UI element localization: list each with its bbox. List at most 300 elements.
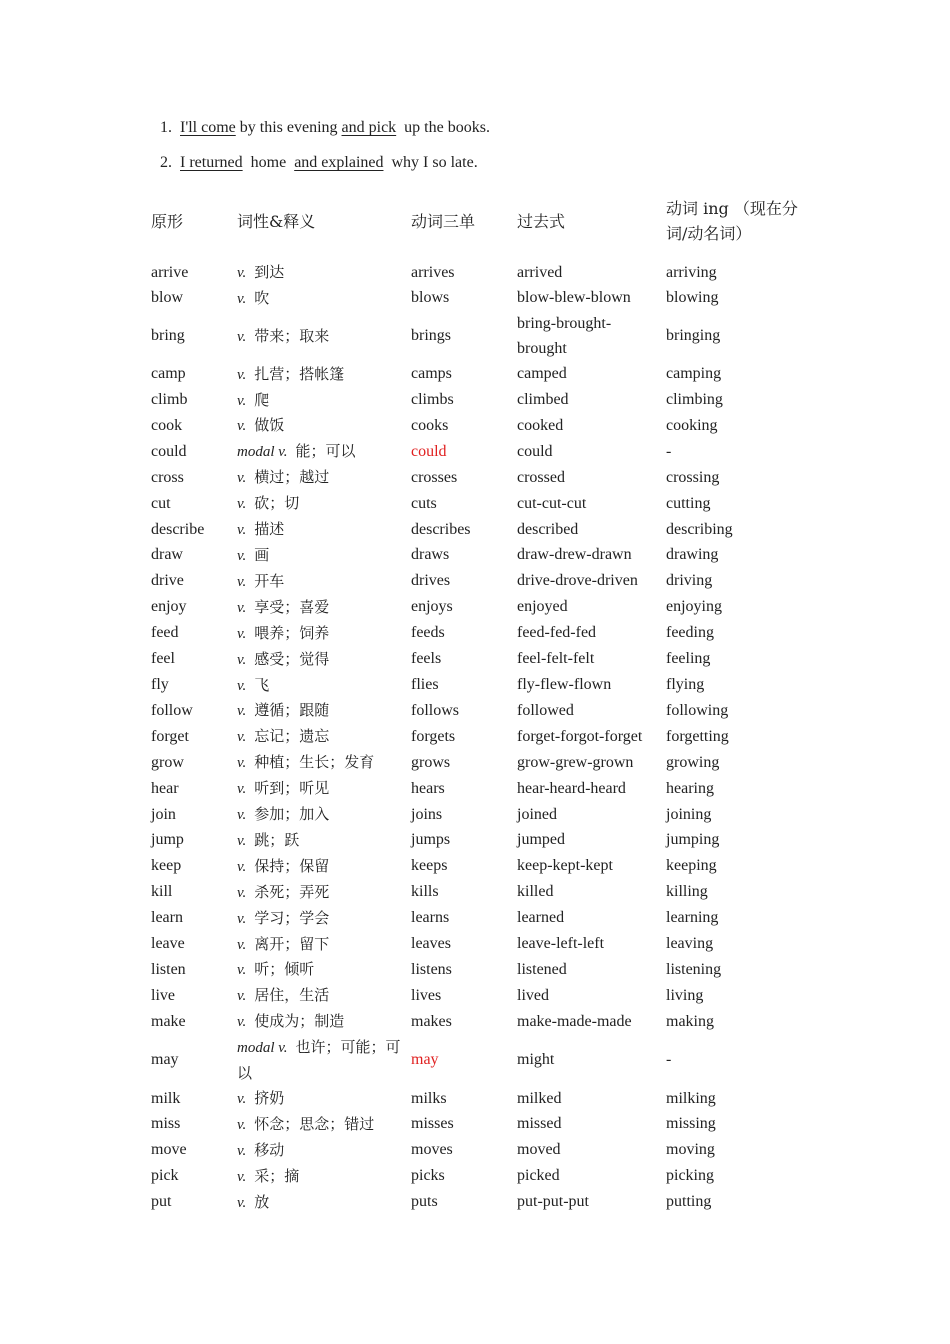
cell-meaning: [232, 1009, 406, 1035]
cell-base: could: [151, 442, 187, 460]
meaning-text: 跳；跃: [254, 830, 300, 849]
cell-ing: joining: [666, 805, 712, 823]
cell-past: put-put-put: [517, 1193, 589, 1211]
part-of-speech: v.: [237, 418, 247, 435]
cell-third-person: leaves: [411, 935, 451, 953]
part-of-speech: v.: [237, 496, 247, 513]
table-row: [146, 802, 811, 828]
cell-ing: putting: [666, 1193, 712, 1211]
cell-ing: living: [666, 986, 704, 1004]
cell-past: missed: [517, 1115, 562, 1133]
cell-third-person: enjoys: [411, 598, 453, 616]
example-sentences: [160, 116, 860, 186]
cell-meaning: [232, 750, 406, 776]
sentence-text: why I so late.: [383, 154, 478, 171]
meaning-text: 到达: [254, 263, 285, 281]
cell-past: learned: [517, 909, 565, 927]
table-row: [146, 698, 811, 724]
table-row: [146, 1086, 811, 1112]
part-of-speech: v.: [237, 781, 247, 798]
cell-third-person: listens: [411, 960, 452, 978]
cell-past: picked: [517, 1167, 560, 1185]
meaning-text: 横过；越过: [254, 468, 330, 487]
meaning-text: 吹: [254, 288, 270, 307]
sentence-text: home: [242, 154, 295, 171]
cell-past: forget-forgot-forget: [517, 727, 643, 745]
cell-ing: arriving: [666, 263, 717, 281]
cell-third-person: forgets: [411, 727, 456, 745]
cell-ing: killing: [666, 883, 708, 901]
table-row: [146, 828, 811, 854]
table-row: [146, 413, 811, 439]
cell-base: climb: [151, 391, 188, 409]
part-of-speech: v.: [237, 265, 247, 281]
cell-meaning: [232, 439, 406, 465]
cell-past: killed: [517, 883, 554, 901]
cell-ing: cutting: [666, 494, 711, 512]
cell-meaning: [232, 1035, 406, 1086]
cell-third-person: feels: [411, 650, 442, 668]
table-row: [146, 260, 811, 286]
cell-base: miss: [151, 1115, 181, 1133]
part-of-speech: v.: [237, 328, 247, 345]
cell-base: pick: [151, 1167, 179, 1185]
cell-meaning: [232, 828, 406, 854]
cell-past: blow-blew-blown: [517, 289, 631, 307]
cell-base: feed: [151, 624, 179, 642]
part-of-speech: v.: [237, 599, 247, 616]
meaning-text: 居住，生活: [254, 986, 330, 1005]
table-row: [146, 724, 811, 750]
cell-ing: moving: [666, 1141, 715, 1159]
cell-ing: drawing: [666, 546, 719, 564]
cell-ing: hearing: [666, 779, 714, 797]
cell-past: drive-drove-driven: [517, 572, 638, 590]
cell-ing: following: [666, 701, 729, 719]
cell-third-person: makes: [411, 1012, 452, 1030]
meaning-text: 遵循；跟随: [254, 701, 330, 720]
header-past: 过去式: [517, 211, 566, 231]
table-row: [146, 1138, 811, 1164]
table-row: [146, 776, 811, 802]
meaning-text: 扎营；搭帐篷: [254, 364, 345, 383]
cell-third-person: feeds: [411, 624, 445, 642]
sentence-number: 2.: [160, 154, 172, 171]
meaning-text: 杀死；弄死: [254, 882, 330, 901]
cell-ing: bringing: [666, 327, 721, 345]
table-row: [146, 388, 811, 414]
cell-past: camped: [517, 365, 567, 383]
cell-third-person: camps: [411, 365, 452, 383]
cell-ing: learning: [666, 909, 719, 927]
cell-past: feel-felt-felt: [517, 650, 595, 668]
cell-third-person: learns: [411, 909, 450, 927]
cell-meaning: [232, 595, 406, 621]
cell-meaning: [232, 957, 406, 983]
cell-base: camp: [151, 365, 186, 383]
part-of-speech: v.: [237, 625, 247, 642]
underlined-phrase: and explained: [294, 154, 384, 171]
cell-base: fly: [151, 676, 169, 693]
part-of-speech: modal v.: [237, 1040, 288, 1057]
cell-meaning: [232, 312, 406, 362]
cell-ing: -: [666, 1051, 672, 1069]
table-row: [146, 1035, 811, 1086]
cell-past: moved: [517, 1141, 561, 1159]
cell-past: fly-flew-flown: [517, 676, 612, 693]
table-row: [146, 647, 811, 673]
cell-meaning: [232, 802, 406, 828]
table-row: [146, 362, 811, 388]
cell-meaning: [232, 491, 406, 517]
table-row: [146, 1190, 811, 1216]
cell-ing: flying: [666, 676, 705, 693]
meaning-text: 种植；生长；发育: [254, 753, 375, 772]
cell-ing: making: [666, 1012, 714, 1030]
cell-ing: jumping: [666, 831, 720, 849]
cell-past: listened: [517, 960, 567, 978]
table-row: [146, 543, 811, 569]
cell-third-person: lives: [411, 986, 442, 1004]
cell-third-person: grows: [411, 753, 451, 771]
cell-meaning: [232, 1112, 406, 1138]
cell-base: describe: [151, 520, 205, 538]
cell-base: cross: [151, 468, 184, 486]
meaning-text: 也许；可能；可以: [237, 1038, 401, 1083]
cell-base: bring: [151, 327, 185, 345]
table-row: [146, 569, 811, 595]
cell-meaning: [232, 906, 406, 932]
cell-base: make: [151, 1012, 186, 1030]
meaning-text: 移动: [254, 1140, 285, 1159]
table-row: [146, 517, 811, 543]
cell-ing: forgetting: [666, 727, 729, 745]
cell-ing: feeding: [666, 624, 714, 642]
cell-ing: missing: [666, 1115, 716, 1133]
part-of-speech: v.: [237, 832, 247, 849]
cell-past: crossed: [517, 468, 565, 486]
cell-meaning: [232, 543, 406, 569]
meaning-text: 享受；喜爱: [254, 597, 330, 616]
cell-base: live: [151, 986, 175, 1004]
cell-third-person: kills: [411, 883, 439, 901]
underlined-phrase: and pick: [341, 119, 397, 136]
cell-base: put: [151, 1193, 172, 1211]
cell-meaning: [232, 776, 406, 802]
table-row: [146, 621, 811, 647]
cell-base: arrive: [151, 263, 189, 281]
cell-third-person: jumps: [411, 831, 451, 849]
table-row: [146, 750, 811, 776]
cell-meaning: [232, 465, 406, 491]
sentence-text: by this evening: [235, 119, 342, 136]
cell-meaning: [232, 724, 406, 750]
table-header-row: [146, 184, 811, 260]
meaning-text: 砍；切: [254, 494, 300, 513]
table-row: [146, 439, 811, 465]
part-of-speech: v.: [237, 807, 247, 824]
cell-base: jump: [151, 831, 184, 849]
meaning-text: 学习；学会: [254, 908, 330, 927]
part-of-speech: v.: [237, 366, 247, 383]
cell-meaning: [232, 983, 406, 1009]
table-row: [146, 312, 811, 362]
cell-third-person: milks: [411, 1089, 447, 1107]
part-of-speech: v.: [237, 884, 247, 901]
part-of-speech: v.: [237, 651, 247, 668]
cell-base: grow: [151, 753, 184, 771]
cell-ing: keeping: [666, 857, 717, 875]
cell-ing: driving: [666, 572, 713, 590]
cell-past: followed: [517, 701, 574, 719]
table-row: [146, 1164, 811, 1190]
cell-past: jumped: [517, 831, 565, 849]
cell-past: joined: [517, 805, 557, 823]
part-of-speech: modal v.: [237, 444, 288, 461]
cell-ing: blowing: [666, 289, 719, 307]
cell-meaning: [232, 621, 406, 647]
meaning-text: 开车: [254, 571, 285, 590]
table-row: [146, 880, 811, 906]
table-row: [146, 1009, 811, 1035]
cell-third-person: moves: [411, 1141, 453, 1159]
cell-third-person: misses: [411, 1115, 454, 1133]
part-of-speech: v.: [237, 1142, 247, 1159]
cell-base: enjoy: [151, 598, 187, 616]
cell-base: move: [151, 1141, 187, 1159]
meaning-text: 爬: [254, 390, 270, 409]
cell-meaning: [232, 698, 406, 724]
header-third-person: 动词三单: [411, 211, 476, 231]
table-row: [146, 595, 811, 621]
part-of-speech: v.: [237, 1168, 247, 1185]
meaning-text: 听到；听见: [254, 779, 330, 798]
cell-base: may: [151, 1051, 179, 1069]
cell-base: forget: [151, 727, 189, 745]
part-of-speech: v.: [237, 573, 247, 590]
meaning-text: 带来；取来: [254, 326, 330, 345]
part-of-speech: v.: [237, 677, 247, 694]
part-of-speech: v.: [237, 290, 247, 307]
cell-past: keep-kept-kept: [517, 857, 613, 875]
cell-past: might: [517, 1051, 555, 1069]
cell-past: draw-drew-drawn: [517, 546, 632, 564]
cell-meaning: [232, 1164, 406, 1190]
cell-base: cut: [151, 494, 171, 512]
meaning-text: 怀念；思念；错过: [254, 1114, 375, 1133]
meaning-text: 忘记；遗忘: [254, 727, 330, 746]
meaning-text: 感受；觉得: [254, 649, 330, 668]
cell-ing: picking: [666, 1167, 714, 1185]
cell-meaning: [232, 569, 406, 595]
cell-past: cut-cut-cut: [517, 494, 587, 512]
cell-meaning: [232, 286, 406, 312]
table-row: [146, 854, 811, 880]
cell-past: arrived: [517, 263, 563, 281]
cell-third-person: brings: [411, 327, 451, 345]
table-row: [146, 491, 811, 517]
table-row: [146, 465, 811, 491]
cell-third-person: blows: [411, 289, 450, 307]
part-of-speech: v.: [237, 729, 247, 746]
cell-third-person: keeps: [411, 857, 448, 875]
part-of-speech: v.: [237, 988, 247, 1005]
cell-ing: leaving: [666, 935, 714, 953]
table-row: [146, 932, 811, 958]
part-of-speech: v.: [237, 858, 247, 875]
cell-meaning: [232, 1138, 406, 1164]
meaning-text: 画: [254, 545, 270, 564]
cell-meaning: [232, 1190, 406, 1216]
cell-past: lived: [517, 986, 549, 1004]
cell-past: feed-fed-fed: [517, 624, 597, 642]
cell-ing: cooking: [666, 416, 718, 434]
cell-meaning: [232, 413, 406, 439]
meaning-text: 使成为；制造: [254, 1012, 345, 1031]
header-base: 原形: [151, 211, 184, 231]
table-row: [146, 1112, 811, 1138]
sentence-number: 1.: [160, 119, 172, 136]
underlined-phrase: I'll come: [180, 119, 236, 136]
cell-meaning: [232, 517, 406, 543]
cell-meaning: [232, 647, 406, 673]
meaning-text: 听；倾听: [254, 960, 315, 979]
cell-ing: climbing: [666, 391, 723, 409]
part-of-speech: v.: [237, 522, 247, 539]
cell-ing: milking: [666, 1089, 716, 1107]
meaning-text: 保持；保留: [254, 856, 330, 875]
table-row: [146, 957, 811, 983]
part-of-speech: v.: [237, 962, 247, 979]
part-of-speech: v.: [237, 1194, 247, 1211]
part-of-speech: v.: [237, 1014, 247, 1031]
cell-meaning: [232, 880, 406, 906]
cell-ing: -: [666, 442, 672, 460]
cell-past: cooked: [517, 416, 564, 434]
cell-past: make-made-made: [517, 1012, 632, 1030]
meaning-text: 做饭: [254, 416, 285, 435]
cell-base: keep: [151, 857, 182, 875]
cell-past: climbed: [517, 391, 569, 409]
cell-ing: camping: [666, 365, 722, 383]
cell-past: grow-grew-grown: [517, 753, 634, 771]
cell-base: listen: [151, 960, 186, 978]
cell-base: blow: [151, 289, 183, 307]
cell-third-person: cuts: [411, 494, 437, 512]
cell-third-person: joins: [411, 805, 443, 823]
table-row: [146, 983, 811, 1009]
cell-third-person: arrives: [411, 263, 455, 281]
cell-third-person: picks: [411, 1167, 445, 1185]
part-of-speech: v.: [237, 936, 247, 953]
meaning-text: 参加；加入: [254, 805, 330, 824]
cell-past: hear-heard-heard: [517, 779, 626, 797]
header-meaning: 词性&释义: [237, 211, 316, 231]
cell-base: follow: [151, 701, 193, 719]
table-row: [146, 906, 811, 932]
cell-ing: describing: [666, 520, 733, 538]
part-of-speech: v.: [237, 1116, 247, 1133]
cell-third-person: climbs: [411, 391, 454, 409]
cell-third-person: describes: [411, 520, 471, 538]
cell-third-person: follows: [411, 701, 459, 719]
cell-ing: listening: [666, 960, 722, 978]
cell-third-person: hears: [411, 779, 445, 797]
cell-base: cook: [151, 416, 183, 434]
cell-base: feel: [151, 650, 175, 668]
cell-meaning: [232, 1086, 406, 1112]
cell-third-person: flies: [411, 676, 439, 693]
cell-base: join: [151, 805, 176, 823]
part-of-speech: v.: [237, 392, 247, 409]
meaning-text: 离开；留下: [254, 934, 330, 953]
cell-past: milked: [517, 1089, 562, 1107]
cell-base: learn: [151, 909, 183, 927]
meaning-text: 喂养；饲养: [254, 623, 330, 642]
part-of-speech: v.: [237, 910, 247, 927]
cell-past: leave-left-left: [517, 935, 605, 953]
meaning-text: 飞: [254, 675, 270, 694]
cell-base: kill: [151, 883, 173, 901]
part-of-speech: v.: [237, 547, 247, 564]
cell-base: leave: [151, 935, 185, 953]
cell-meaning: [232, 854, 406, 880]
meaning-text: 描述: [254, 520, 285, 539]
meaning-text: 挤奶: [254, 1089, 285, 1107]
cell-meaning: [232, 388, 406, 414]
meaning-text: 能；可以: [295, 442, 356, 461]
cell-third-person: draws: [411, 546, 450, 564]
part-of-speech: v.: [237, 755, 247, 772]
sentence-2: [160, 151, 860, 186]
cell-meaning: [232, 673, 406, 699]
cell-third-person: drives: [411, 572, 451, 590]
cell-base: drive: [151, 572, 184, 590]
cell-third-person: cooks: [411, 416, 449, 434]
part-of-speech: v.: [237, 703, 247, 720]
cell-ing: feeling: [666, 650, 711, 668]
header-ing: 动词 ing （现在分词/动名词）: [666, 199, 798, 243]
cell-third-person: crosses: [411, 468, 458, 486]
cell-third-person: could: [411, 442, 447, 460]
table-row: [146, 286, 811, 312]
cell-meaning: [232, 362, 406, 388]
underlined-phrase: I returned: [180, 154, 243, 171]
cell-meaning: [232, 932, 406, 958]
cell-third-person: puts: [411, 1193, 438, 1211]
vocabulary-table: [146, 184, 811, 1216]
cell-past: described: [517, 520, 579, 538]
cell-ing: growing: [666, 753, 720, 771]
part-of-speech: v.: [237, 470, 247, 487]
cell-past: could: [517, 442, 553, 460]
cell-meaning: [232, 260, 406, 286]
cell-ing: crossing: [666, 468, 720, 486]
cell-base: hear: [151, 779, 179, 797]
cell-third-person: may: [411, 1051, 439, 1069]
meaning-text: 采；摘: [254, 1166, 300, 1185]
table-row: [146, 673, 811, 699]
cell-past: enjoyed: [517, 598, 568, 616]
sentence-text: up the books.: [396, 119, 490, 136]
cell-base: draw: [151, 546, 183, 564]
cell-past: bring-brought-brought: [517, 314, 612, 357]
meaning-text: 放: [254, 1192, 270, 1211]
sentence-1: [160, 116, 860, 151]
cell-base: milk: [151, 1089, 181, 1107]
cell-ing: enjoying: [666, 598, 722, 616]
part-of-speech: v.: [237, 1091, 247, 1107]
